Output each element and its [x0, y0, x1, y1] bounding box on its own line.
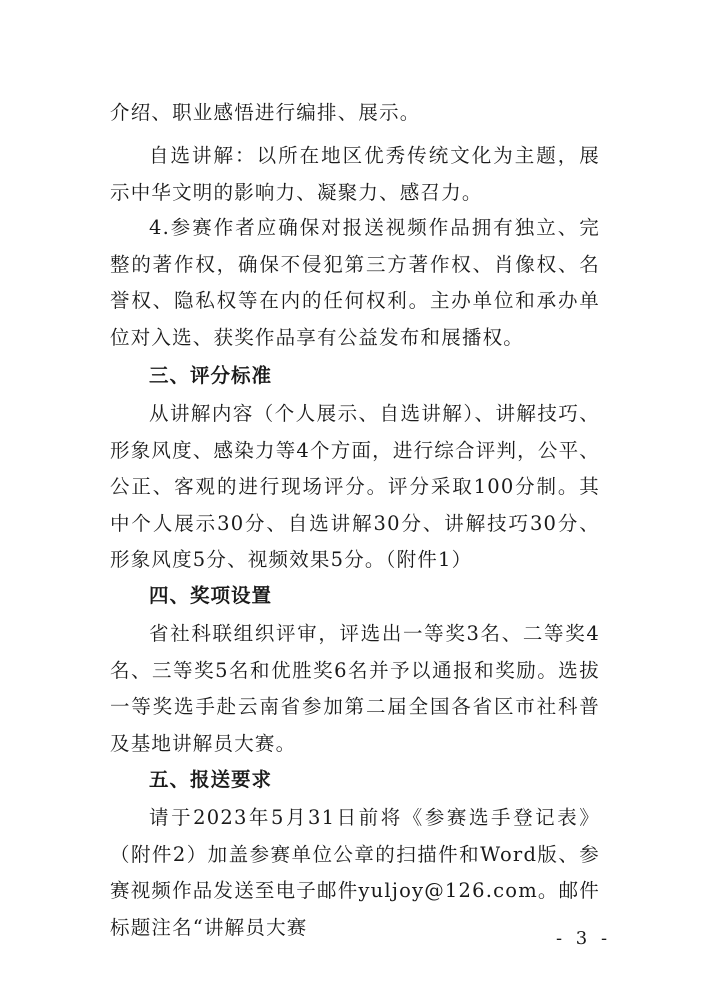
heading-submission-requirements: 五、报送要求	[149, 768, 273, 791]
paragraph-copyright-clause: 4.参赛作者应确保对报送视频作品拥有独立、完整的著作权，确保不侵犯第三方著作权、肖像权、名誉权、隐私权等在内的任何权利。主办单位和承办单位对入选、获奖作品享有公益发布和展播权。	[110, 216, 600, 349]
heading-award-settings: 四、奖项设置	[149, 584, 273, 607]
paragraph-submission-requirements: 请于2023年5月31日前将《参赛选手登记表》（附件2）加盖参赛单位公章的扫描件和Word版、参赛视频作品发送至电子邮件yuljoy@126.com。邮件标题注名“讲解员大赛	[110, 806, 600, 939]
paragraph-scoring-criteria: 从讲解内容（个人展示、自选讲解）、讲解技巧、形象风度、感染力等4个方面，进行综合评判，公平、公正、客观的进行现场评分。评分采取100分制。其中个人展示30分、自选讲解30分、讲解技巧30分、形象风度5分、视频效果5分。（附件1）	[110, 402, 600, 571]
page-number: - 3 -	[556, 928, 612, 949]
paragraph-intro-continuation: 介绍、职业感悟进行编排、展示。	[110, 101, 421, 124]
paragraph-self-selected-explanation: 自选讲解：以所在地区优秀传统文化为主题，展示中华文明的影响力、凝聚力、感召力。	[110, 144, 600, 204]
heading-scoring-criteria: 三、评分标准	[149, 364, 273, 387]
paragraph-award-settings: 省社科联组织评审，评选出一等奖3名、二等奖4名、三等奖5名和优胜奖6名并予以通报和奖励。选拔一等奖选手赴云南省参加第二届全国各省区市社科普及基地讲解员大赛。	[110, 622, 600, 755]
